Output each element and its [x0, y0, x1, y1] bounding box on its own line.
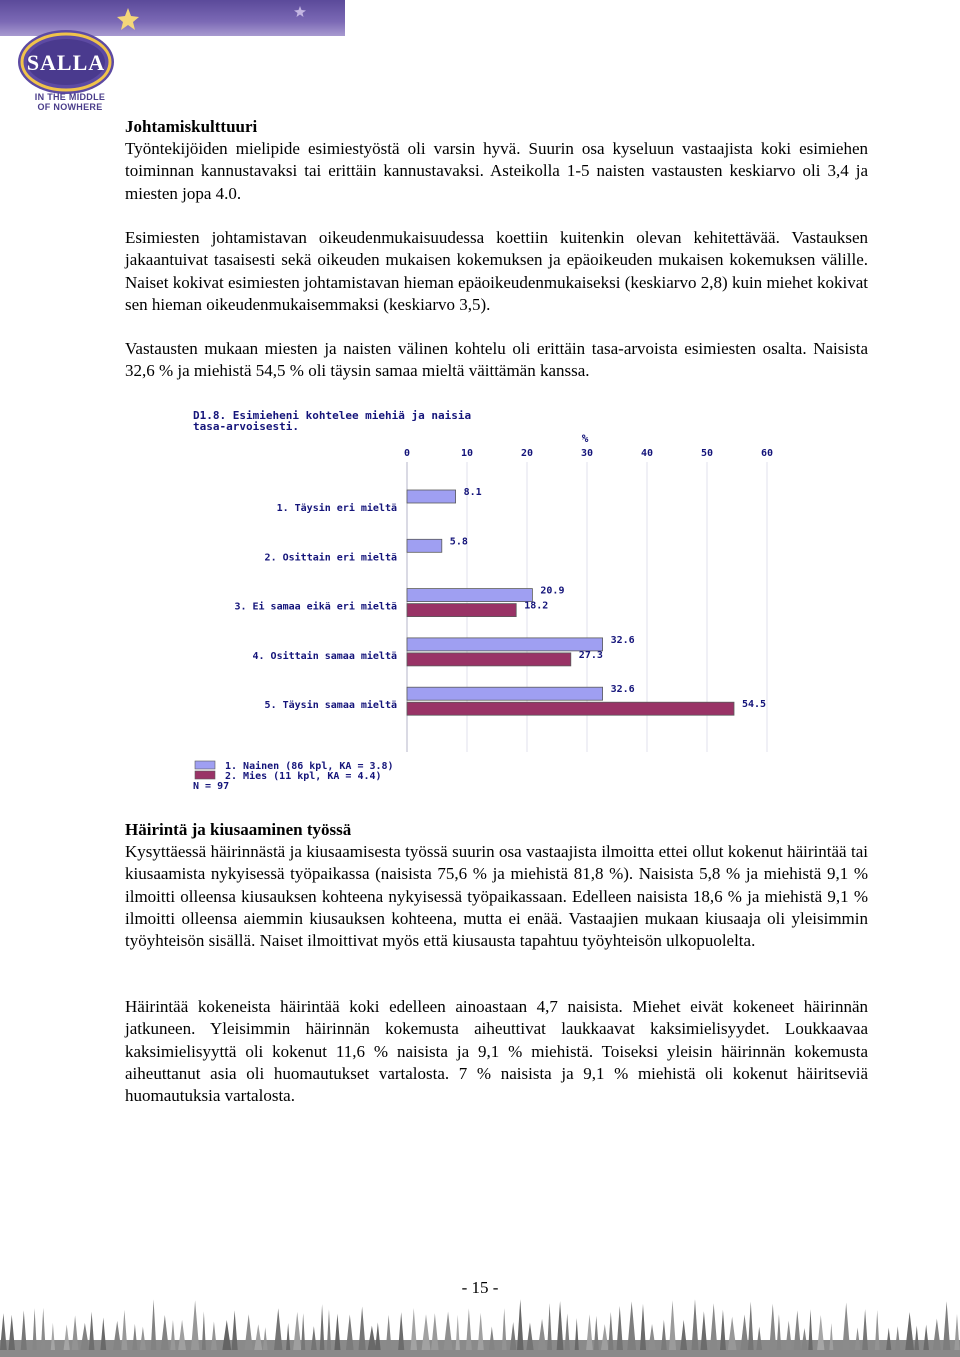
tree-shape	[565, 1313, 570, 1350]
x-tick-label: 0	[403, 448, 411, 459]
tree-shape	[211, 1322, 217, 1350]
tree-shape	[601, 1324, 609, 1350]
tree-shape	[191, 1300, 199, 1350]
tree-shape	[263, 1327, 268, 1350]
data-label: 5.8	[449, 536, 468, 548]
category-label: 2. Osittain eri mieltä	[264, 552, 397, 564]
section-heading-johtamiskulttuuri: Johtamiskulttuuri	[125, 117, 258, 136]
bar-nainen	[407, 687, 603, 700]
tree-shape	[886, 1328, 891, 1350]
legend-label: 1. Nainen (86 kpl, KA = 3.8)	[225, 761, 394, 772]
tree-shape	[914, 1326, 919, 1350]
page-number: - 15 -	[461, 1278, 499, 1297]
tree-shape	[422, 1314, 431, 1350]
tree-shape	[0, 1313, 7, 1350]
tree-shape	[334, 1314, 340, 1350]
tree-shape	[608, 1312, 613, 1350]
tree-shape	[51, 1323, 55, 1350]
bar-chart	[185, 400, 785, 800]
tree-shape	[517, 1299, 524, 1350]
tree-shape	[113, 1321, 121, 1350]
tree-shape	[895, 1326, 900, 1350]
tree-shape	[923, 1325, 929, 1350]
bar-nainen	[407, 638, 603, 651]
tree-shape	[232, 1310, 238, 1350]
tree-shape	[740, 1315, 748, 1350]
tree-shape	[829, 1323, 833, 1350]
tree-shape	[222, 1320, 231, 1350]
x-tick-label: 50	[700, 448, 714, 459]
tree-shape	[710, 1303, 718, 1350]
tree-shape	[431, 1313, 439, 1350]
data-label: 54.5	[742, 699, 767, 711]
tree-shape	[794, 1310, 801, 1350]
tree-shape	[301, 1313, 305, 1350]
tree-shape	[89, 1312, 95, 1350]
tree-shape	[32, 1308, 36, 1350]
tree-shape	[728, 1317, 737, 1350]
tree-shape	[274, 1308, 282, 1350]
tree-shape	[359, 1306, 366, 1350]
tree-shape	[769, 1304, 776, 1350]
tree-shape	[178, 1320, 186, 1350]
tree-shape	[801, 1328, 807, 1350]
tree-shape	[80, 1323, 89, 1350]
tree-shape	[586, 1314, 593, 1350]
logo-text: SALLA	[26, 50, 106, 75]
tree-shape	[502, 1308, 507, 1350]
paragraph-2: Esimiesten johtamistavan oikeudenmukaisuudessa koettiin kuitenkin olevan kehitettävää. Vastauksen jakaantuivat tasaisesti sekä oikeuden mukaisen kokemuksen ja epäoikeuden mukaisen kokemuksen välille. Naiset kokivat esimiesten johtamistavan hieman epäoikeudenmukaiseksi (keskiarvo 2,8) kuin miehet kokivat sen hieman oikeudenmukaisemmaksi (keskiarvo 3,5).	[125, 228, 868, 314]
tree-shape	[327, 1309, 331, 1350]
tree-shape	[777, 1314, 782, 1350]
tree-shape	[466, 1308, 472, 1350]
data-label: 32.6	[610, 684, 635, 696]
tree-shape	[575, 1318, 579, 1350]
data-label: 27.3	[578, 649, 603, 661]
tree-shape	[648, 1324, 656, 1350]
tree-shape	[954, 1314, 959, 1350]
tree-shape	[489, 1326, 495, 1350]
tree-shape	[72, 1315, 79, 1350]
tree-shape	[320, 1304, 325, 1350]
data-label: 20.9	[540, 585, 565, 597]
paragraph-4: Kysyttäessä häirinnästä ja kiusaamisesta työssä suurin osa vastaajista ilmoitta ettei ollut kokenut häirintää tai kiusaamista nykyisessä työpaikassa (naisista 75,6 % ja miehistä 81,8 %). Naisista 5,8 % ja miehistä 9,1 % ilmoitti olleensa kiusauksen kohteena nykyisessä työpaikassaan. Edelleen naisista 18,6 % ja miehistä 9,1 % ilmoitti olleensa aiemmin kiusauksen kohteena, mutta ei enää. Vastaajien mukaan kiusaaja oli yleisimmin työyhteisön sisällä. Naiset ilmoittivat myös että kiusausta tapahtuu työyhteisön ulkopuolelta.	[125, 842, 868, 951]
tree-shape	[202, 1311, 206, 1350]
x-tick-label: 30	[580, 448, 594, 459]
tree-shape	[691, 1299, 698, 1350]
tree-shape	[478, 1313, 484, 1350]
tree-shape	[785, 1321, 792, 1350]
section-heading-hairinta: Häirintä ja kiusaaminen työssä	[125, 820, 352, 839]
tree-shape	[100, 1317, 106, 1350]
x-tick-label: 10	[460, 448, 474, 459]
tree-shape	[640, 1304, 646, 1350]
legend-swatch	[195, 771, 215, 779]
tree-shape	[855, 1327, 861, 1350]
tree-shape	[21, 1310, 27, 1350]
paragraph-1: Työntekijöiden mielipide esimiestyöstä oli varsin hyvä. Suurin osa kyseluun vastaajista koki esimiehen toiminnan kannustavaksi tai erittäin kannustavaksi. Asteikolla 1-5 naisten vastausten keskiarvo oli 3,4 ja miesten jopa 4.0.	[125, 139, 868, 203]
tree-shape	[808, 1309, 812, 1350]
legend-swatch	[195, 761, 215, 769]
data-label: 8.1	[463, 487, 482, 498]
x-tick-label: 20	[520, 448, 534, 459]
sample-size-label: N = 97	[193, 781, 230, 792]
category-label: 4. Osittain samaa mieltä	[252, 650, 397, 662]
legend-label: 2. Mies (11 kpl, KA = 4.4)	[225, 771, 382, 782]
logo-tagline-line-2: OF NOWHERE	[37, 102, 103, 112]
tree-shape	[244, 1314, 252, 1350]
tree-shape	[510, 1322, 517, 1350]
tree-shape	[661, 1320, 667, 1350]
tree-shape	[627, 1301, 636, 1350]
tree-shape	[64, 1324, 70, 1350]
logo-tagline	[20, 92, 120, 112]
tree-shape	[170, 1320, 175, 1350]
tree-shape	[547, 1303, 552, 1350]
tree-shape	[346, 1314, 354, 1350]
category-label: 5. Täysin samaa mieltä	[264, 700, 397, 712]
paragraph-5: Häirintää kokeneista häirintää koki edelleen ainoastaan 4,7 naisista. Miehet eivät kokeneet häirinnän jatkuneen. Yleisimmin häirinnän kokemusta aiheuttivat laukkaavat kaksimielisyydet. Loukkaavaa kaksimielisyyttä oli kokenut 11,6 % naisista ja 9,1 % miehistä. Toiseksi yleisin häirinnän kokemusta aiheuttanut asia oli huomautukset vartalosta. 7 % naisista ja 9,1 % miehistä oli kokenut häiritseviä huomautuksia vartalosta.	[125, 997, 868, 1106]
paragraph-3: Vastausten mukaan miesten ja naisten välinen kohtelu oli erittäin tasa-arvoista esimiesten osalta. Naisista 32,6 % ja miehistä 54,5 % oli täysin samaa mieltä väittämän kanssa.	[125, 339, 868, 381]
tree-shape	[311, 1326, 317, 1350]
tree-shape	[132, 1324, 137, 1350]
bar-mies	[407, 604, 516, 617]
tree-shape	[398, 1312, 404, 1350]
tree-shape	[121, 1310, 127, 1350]
bar-nainen	[407, 490, 456, 503]
chart-axis-unit: %	[581, 432, 589, 445]
forest-silhouette	[0, 1290, 960, 1357]
tree-shape	[161, 1315, 169, 1350]
tree-shape	[386, 1315, 392, 1350]
bar-nainen	[407, 589, 532, 602]
bar-mies	[407, 653, 571, 666]
data-label: 32.6	[610, 634, 635, 646]
tree-shape	[680, 1320, 687, 1350]
tree-shape	[817, 1315, 824, 1350]
tree-shape	[41, 1308, 46, 1350]
chart-title-line-2: tasa-arvoisesti.	[193, 420, 299, 433]
tree-shape	[444, 1312, 453, 1350]
data-label: 18.2	[524, 600, 549, 612]
tree-shape	[756, 1326, 762, 1350]
logo-tagline-line-1: IN THE MIDDLE	[34, 92, 106, 102]
tree-shape	[617, 1306, 623, 1350]
tree-shape	[526, 1322, 533, 1350]
chart-title-line-1: D1.8. Esimieheni kohtelee miehiä ja naisia	[193, 409, 472, 422]
tree-shape	[140, 1327, 146, 1350]
tree-shape	[538, 1319, 547, 1350]
tree-shape	[700, 1311, 707, 1350]
x-tick-label: 60	[760, 448, 774, 459]
tree-shape	[375, 1322, 381, 1350]
tree-shape	[293, 1312, 301, 1350]
tree-shape	[905, 1312, 914, 1350]
category-label: 3. Ei samaa eikä eri mieltä	[234, 601, 397, 613]
tree-shape	[286, 1323, 290, 1350]
bar-nainen	[407, 539, 442, 552]
tree-shape	[720, 1310, 726, 1350]
tree-shape	[456, 1315, 460, 1350]
tree-shape	[557, 1301, 564, 1350]
tree-shape	[151, 1299, 157, 1350]
tree-shape	[748, 1301, 754, 1350]
x-tick-label: 40	[640, 448, 654, 459]
tree-shape	[368, 1326, 376, 1350]
tree-shape	[933, 1319, 941, 1350]
tree-shape	[8, 1315, 15, 1350]
bar-mies	[407, 702, 734, 715]
tree-shape	[862, 1309, 868, 1350]
tree-shape	[594, 1316, 599, 1350]
tree-shape	[875, 1310, 880, 1350]
tree-shape	[842, 1303, 850, 1350]
tree-shape	[943, 1301, 950, 1350]
tree-shape	[411, 1308, 417, 1350]
category-label: 1. Täysin eri mieltä	[276, 503, 397, 514]
tree-shape	[669, 1300, 676, 1350]
tree-shape	[254, 1324, 262, 1350]
